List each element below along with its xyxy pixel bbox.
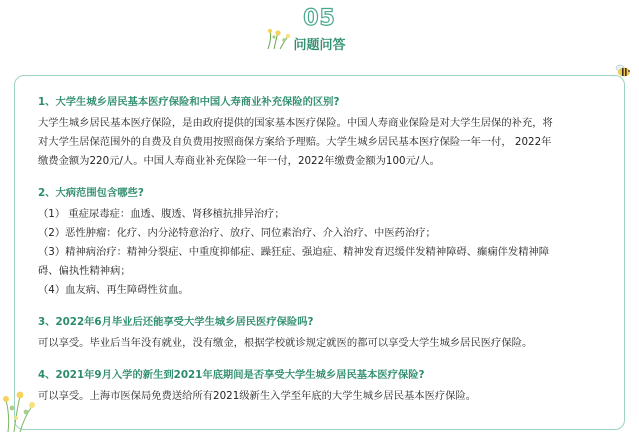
answer-1 <box>38 114 608 171</box>
answer-line: 大学生城乡居民基本医疗保险，是由政府提供的国家基本医疗保险。中国人寿商业保险是对大学生居保的补充，将 <box>38 117 553 129</box>
answer-3 <box>38 334 608 353</box>
answer-line: 可以享受。上海市医保局免费送给所有2021级新生入学至年底的大学生城乡居民基本医疗保险。 <box>38 390 477 402</box>
answer-line: （2）恶性肿瘤：化疗、内分泌特意治疗、放疗、同位素治疗、介入治疗、中医药治疗； <box>38 227 436 239</box>
answer-line: 碍、偏执性精神病； <box>38 265 131 277</box>
flower-decoration-icon <box>264 28 294 50</box>
answer-line: 可以享受。毕业后当年没有就业，没有缴金，根据学校就诊规定就医的都可以享受大学生城乡居民医疗保险。 <box>38 337 533 349</box>
section-title: 问题问答 <box>293 38 346 53</box>
answer-line: 缴费金额为220元/人。中国人寿商业补充保险一年一付，2022年缴费金额为100元/人。 <box>38 155 440 167</box>
question-4: 4、2021年9月入学的新生到2021年底期间是否享受大学生城乡居民基本医疗保险? <box>38 369 425 381</box>
flower-bouquet-icon <box>0 386 40 432</box>
answer-line: （4）血友病、再生障碍性贫血。 <box>38 284 189 296</box>
answer-4 <box>38 387 608 406</box>
answer-line: 对大学生居保范围外的自费及自负费用按照商保方案给予理赔。大学生城乡居民基本医疗保险一年一付， 2022年 <box>38 136 552 148</box>
answer-2 <box>38 205 608 300</box>
section-header <box>0 0 639 60</box>
question-2: 2、大病范围包含哪些? <box>38 187 144 199</box>
question-1: 1、大学生城乡居民基本医疗保险和中国人寿商业补充保险的区别? <box>38 96 340 108</box>
section-number: 05 <box>303 6 336 31</box>
answer-line: （1） 重症尿毒症：血透、腹透、肾移植抗排异治疗； <box>38 208 285 220</box>
qa-list <box>38 94 608 406</box>
answer-line: （3）精神病治疗：精神分裂症、中重度抑郁症、躁狂症、强迫症、精神发育迟缓伴发精神障碍、癫痫伴发精神障 <box>38 246 550 258</box>
question-3: 3、2022年6月毕业后还能享受大学生城乡居民医疗保险吗? <box>38 316 314 328</box>
